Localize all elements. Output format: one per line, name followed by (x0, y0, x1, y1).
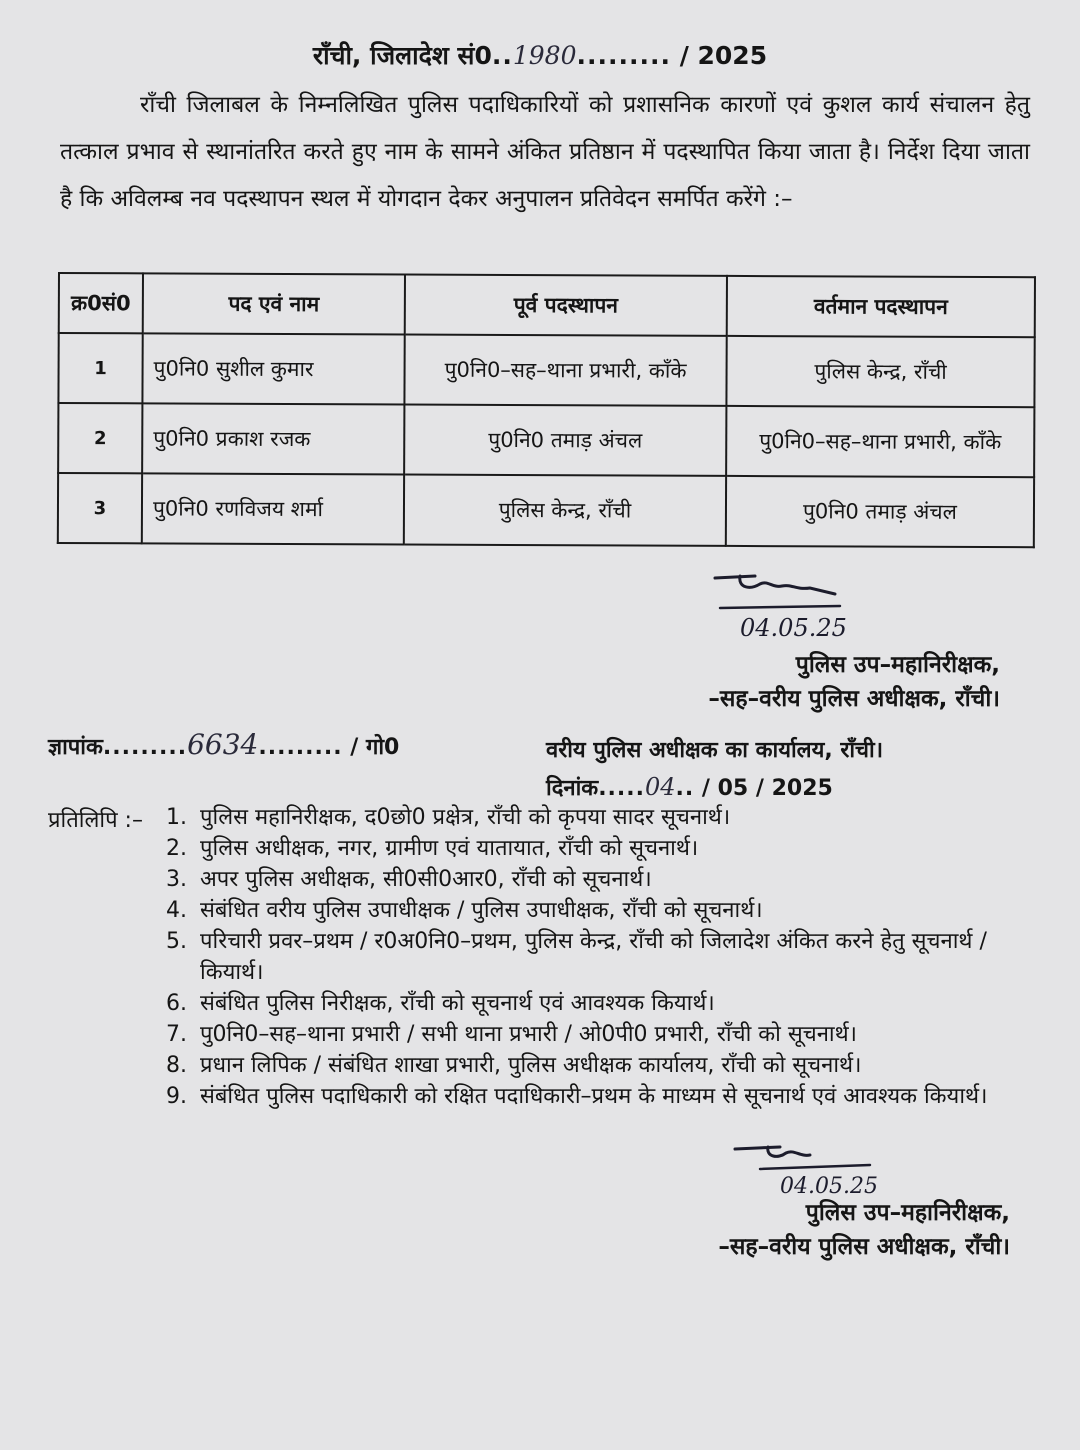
memo-number-handwritten: 6634 (187, 728, 259, 761)
table-header-row (59, 273, 1035, 337)
row-current-posting: पुलिस केन्द्र, राँची (726, 336, 1034, 407)
item-number: 4. (166, 898, 187, 923)
table-row (58, 473, 1034, 547)
designation-1-line1: पुलिस उप–महानिरीक्षक, (795, 652, 1000, 678)
table-row (58, 333, 1034, 407)
row-current-posting: पु0नि0 तमाड़ अंचल (726, 476, 1034, 547)
item-number: 3. (166, 867, 187, 892)
order-title (0, 38, 1080, 72)
signature-1-date: 04.05.25 (740, 614, 847, 642)
order-number-handwritten: 1980 (512, 41, 577, 70)
designation-block-2 (718, 1196, 1010, 1264)
item-number: 1. (166, 805, 187, 830)
title-prefix: राँची, जिलादेश सं0 (312, 41, 492, 70)
memo-suffix: / गो0 (350, 735, 400, 760)
item-number: 2. (166, 836, 187, 861)
item-text: संबंधित पुलिस निरीक्षक, राँची को सूचनार्थ एवं आवश्यक कियार्थ। (200, 991, 715, 1016)
signature-mark-1 (710, 568, 910, 648)
signature-mark-2 (730, 1135, 930, 1205)
list-item (166, 833, 1050, 864)
memo-dots-right: ......... (258, 735, 343, 760)
item-text: पुलिस महानिरीक्षक, द0छो0 प्रक्षेत्र, राँची को कृपया सादर सूचनार्थ। (200, 805, 731, 830)
row-serial: 2 (58, 403, 142, 473)
signature-2-date: 04.05.25 (780, 1174, 878, 1199)
intro-paragraph (60, 82, 1030, 223)
row-name: पु0नि0 प्रकाश रजक (142, 403, 404, 474)
memo-dots-left: ......... (102, 735, 188, 760)
copy-to-list (166, 802, 1050, 1112)
header-current-posting: वर्तमान पदस्थापन (727, 276, 1035, 337)
title-dots-left: .. (491, 41, 513, 70)
item-number: 6. (166, 991, 187, 1016)
issue-date (546, 772, 833, 802)
date-dots-right: .. (675, 776, 695, 801)
item-number: 9. (166, 1084, 187, 1109)
row-previous-posting: पुलिस केन्द्र, राँची (404, 475, 726, 546)
office-name: वरीय पुलिस अधीक्षक का कार्यालय, राँची। (546, 738, 884, 763)
item-number: 7. (166, 1022, 187, 1047)
designation-2-line2: –सह–वरीय पुलिस अधीक्षक, राँची। (718, 1234, 1010, 1260)
designation-2-line1: पुलिस उप–महानिरीक्षक, (805, 1200, 1010, 1226)
memo-prefix: ज्ञापांक (48, 735, 103, 760)
header-name: पद एवं नाम (143, 273, 405, 334)
memo-number (48, 728, 399, 761)
row-name: पु0नि0 सुशील कुमार (142, 333, 404, 404)
table-row (58, 403, 1034, 477)
list-item (166, 988, 1050, 1019)
item-number: 5. (166, 929, 187, 954)
date-suffix: / 05 / 2025 (701, 776, 833, 801)
date-prefix: दिनांक (546, 776, 599, 801)
row-previous-posting: पु0नि0–सह–थाना प्रभारी, काँके (404, 335, 726, 406)
row-name: पु0नि0 रणविजय शर्मा (142, 473, 404, 544)
designation-1-line2: –सह–वरीय पुलिस अधीक्षक, राँची। (708, 686, 1000, 712)
item-number: 8. (166, 1053, 187, 1078)
row-serial: 1 (58, 333, 142, 403)
intro-text: राँची जिलाबल के निम्नलिखित पुलिस पदाधिकारियों को प्रशासनिक कारणों एवं कुशल कार्य संचालन हेतु तत्काल प्रभाव से स्थानांतरित करते हुए नाम के सामने अंकित प्रतिष्ठान में पदस्थापित किया जाता है। निर्देश दिया जाता है कि अविलम्ब नव पदस्थापन स्थल में योगदान देकर अनुपालन प्रतिवेदन समर्पित करेंगे :– (60, 92, 1030, 212)
list-item (166, 802, 1050, 833)
item-text: अपर पुलिस अधीक्षक, सी0सी0आर0, राँची को सूचनार्थ। (200, 867, 652, 892)
list-item (166, 1081, 1050, 1112)
row-serial: 3 (58, 473, 142, 543)
list-item (166, 864, 1050, 895)
list-item (166, 1050, 1050, 1081)
date-day-handwritten: 04 (644, 773, 676, 801)
item-text: संबंधित पुलिस पदाधिकारी को रक्षित पदाधिकारी–प्रथम के माध्यम से सूचनार्थ एवं आवश्यक कियार्थ। (200, 1084, 988, 1109)
header-serial: क्र0सं0 (59, 273, 143, 333)
item-text: परिचारी प्रवर–प्रथम / र0अ0नि0–प्रथम, पुलिस केन्द्र, राँची को जिलादेश अंकित करने हेतु सूचनार्थ / कियार्थ। (200, 929, 987, 985)
designation-block-1 (708, 648, 1000, 716)
row-previous-posting: पु0नि0 तमाड़ अंचल (404, 405, 726, 476)
row-current-posting: पु0नि0–सह–थाना प्रभारी, काँके (726, 406, 1034, 477)
header-previous-posting: पूर्व पदस्थापन (405, 275, 727, 336)
transfer-table (57, 272, 1036, 548)
list-item (166, 1019, 1050, 1050)
title-dots-right: ......... (576, 41, 671, 70)
copy-to-label: प्रतिलिपि :– (48, 808, 143, 833)
list-item (166, 895, 1050, 926)
item-text: पुलिस अधीक्षक, नगर, ग्रामीण एवं यातायात, राँची को सूचनार्थ। (200, 836, 699, 861)
item-text: पु0नि0–सह–थाना प्रभारी / सभी थाना प्रभारी / ओ0पी0 प्रभारी, राँची को सूचनार्थ। (200, 1022, 857, 1047)
date-dots-left: ..... (598, 776, 645, 801)
item-text: संबंधित वरीय पुलिस उपाधीक्षक / पुलिस उपाधीक्षक, राँची को सूचनार्थ। (200, 898, 763, 923)
title-suffix: / 2025 (679, 41, 768, 70)
list-item (166, 926, 1050, 988)
item-text: प्रधान लिपिक / संबंधित शाखा प्रभारी, पुलिस अधीक्षक कार्यालय, राँची को सूचनार्थ। (200, 1053, 862, 1078)
